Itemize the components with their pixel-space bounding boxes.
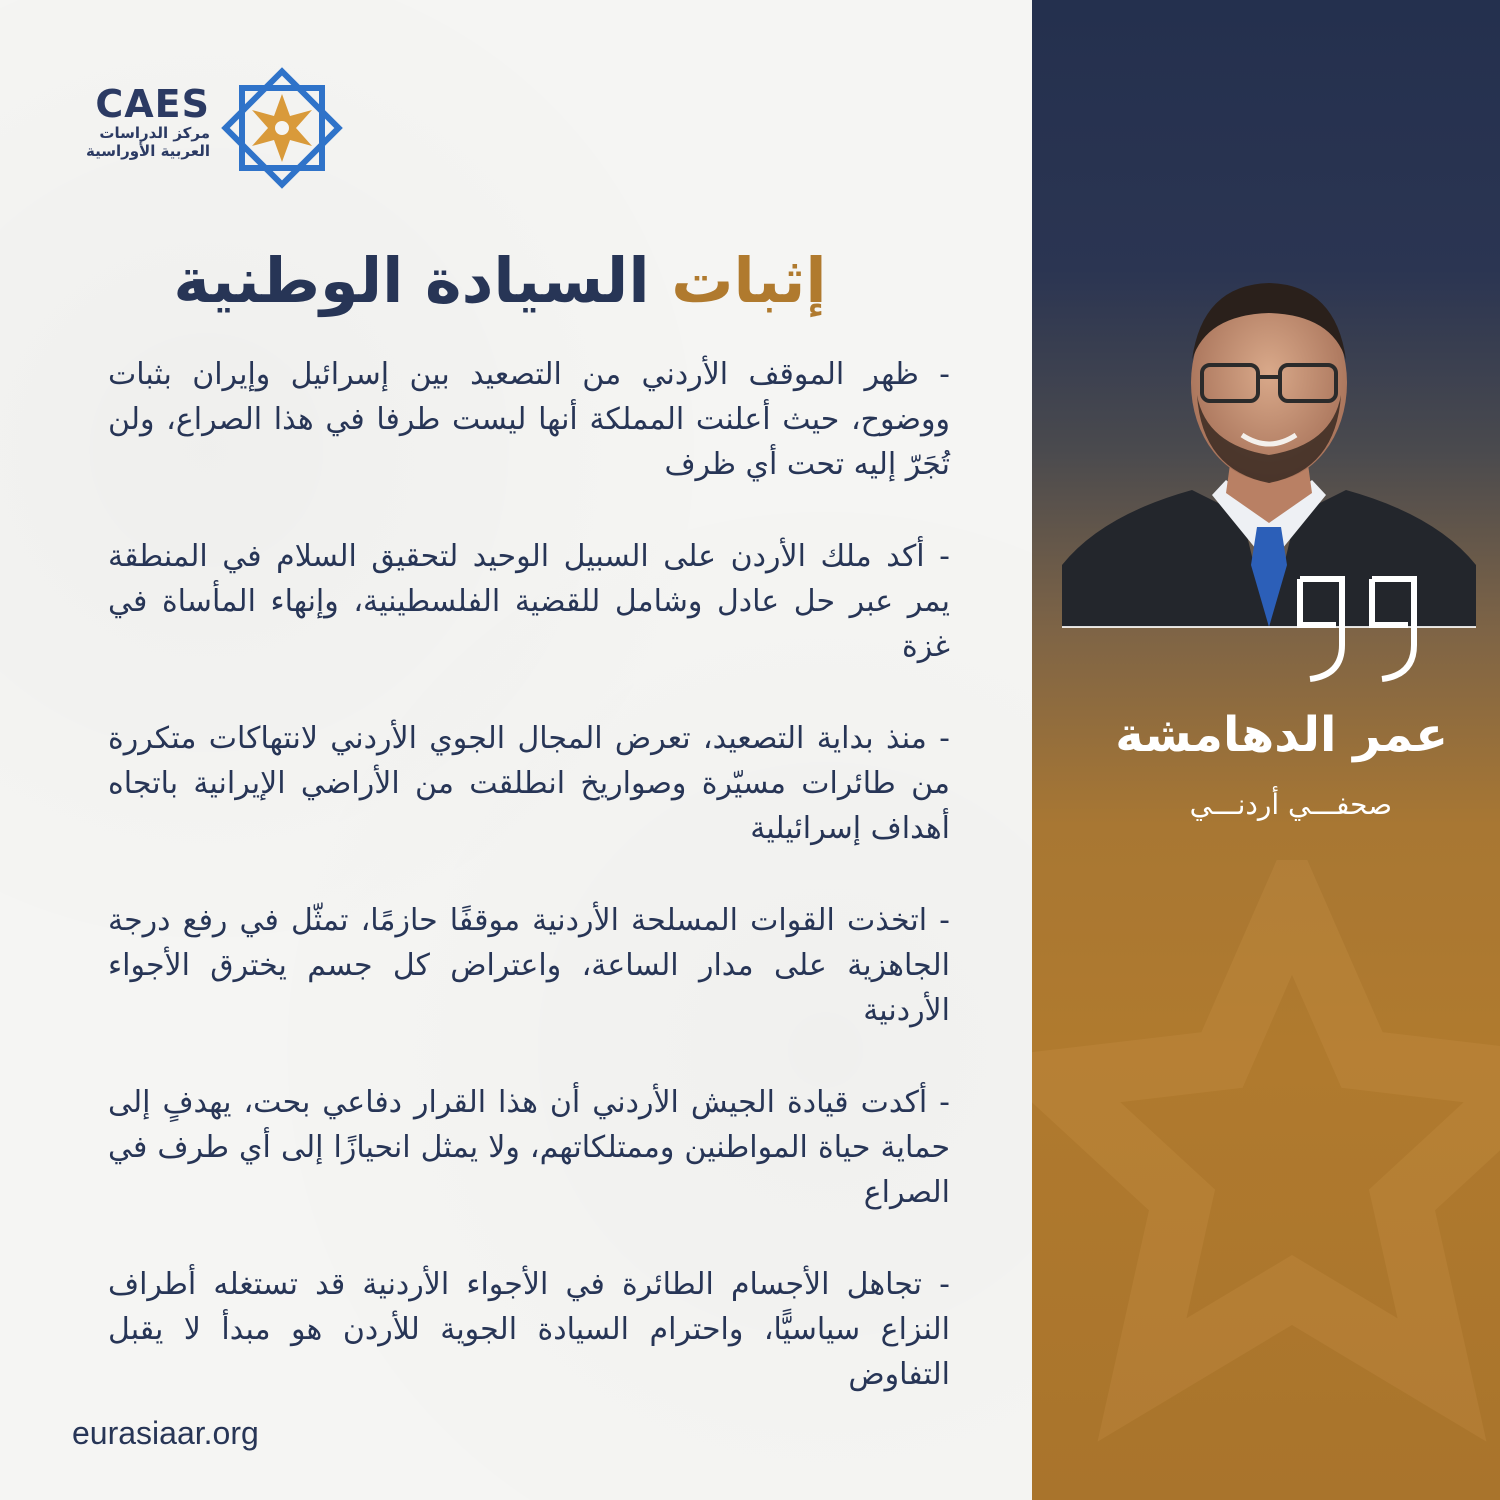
- title-accent: إثبات: [671, 244, 827, 317]
- caes-logo: [80, 66, 350, 191]
- logo-line-1: مركز الدراسات: [99, 124, 210, 142]
- author-role: صحفـــي أردنـــي: [1189, 788, 1392, 821]
- quote-icon: [1290, 575, 1430, 685]
- logo-text: [80, 84, 210, 160]
- bullet-paragraph: - أكدت قيادة الجيش الأردني أن هذا القرار دفاعي بحت، يهدفٍ إلى حماية حياة المواطنين وممتلكاتهم، ولا يمثل انحيازًا إلى أي طرف في الصراع: [108, 1085, 950, 1210]
- bullet-paragraph: - اتخذت القوات المسلحة الأردنية موقفًا حازمًا، تمثّل في رفع درجة الجاهزية على مدار الساعة، واعتراض كل جسم يخترق الأجواء الأردنية: [108, 903, 950, 1028]
- bullet-paragraph: - أكد ملك الأردن على السبيل الوحيد لتحقيق السلام في المنطقة يمر عبر حل عادل وشامل للقضية الفلسطينية، وإنهاء المأساة في غزة: [108, 539, 950, 664]
- title-rest: السيادة الوطنية: [173, 244, 650, 317]
- logo-abbr: CAES: [95, 82, 210, 126]
- author-photo: [1062, 265, 1476, 627]
- background-star-pattern: [1032, 860, 1500, 1500]
- star-emblem-icon: [220, 66, 344, 190]
- article-body: [108, 352, 950, 1444]
- logo-line-2: العربية الأوراسية: [85, 142, 210, 160]
- bullet-paragraph: - ظهر الموقف الأردني من التصعيد بين إسرائيل وإيران بثبات ووضوح، حيث أعلنت المملكة أنها ليست طرفا في هذا الصراع، ولن تُجَرّ إليه تحت أي ظرف: [108, 357, 950, 482]
- bullet-paragraph: - منذ بداية التصعيد، تعرض المجال الجوي الأردني لانتهاكات متكررة من طائرات مسيّرة وصواريخ انطلقت من الأراضي الإيرانية باتجاه أهداف إسرائيلية: [108, 721, 950, 846]
- author-name: عمر الدهامشة: [1115, 707, 1448, 763]
- bullet-paragraph: - تجاهل الأجسام الطائرة في الأجواء الأردنية قد تستغله أطراف النزاع سياسيًّا، واحترام السيادة الجوية للأردن هو مبدأ لا يقبل التفاوض: [108, 1267, 950, 1392]
- page-title: [120, 236, 880, 326]
- website-link[interactable]: eurasiaar.org: [72, 1415, 259, 1451]
